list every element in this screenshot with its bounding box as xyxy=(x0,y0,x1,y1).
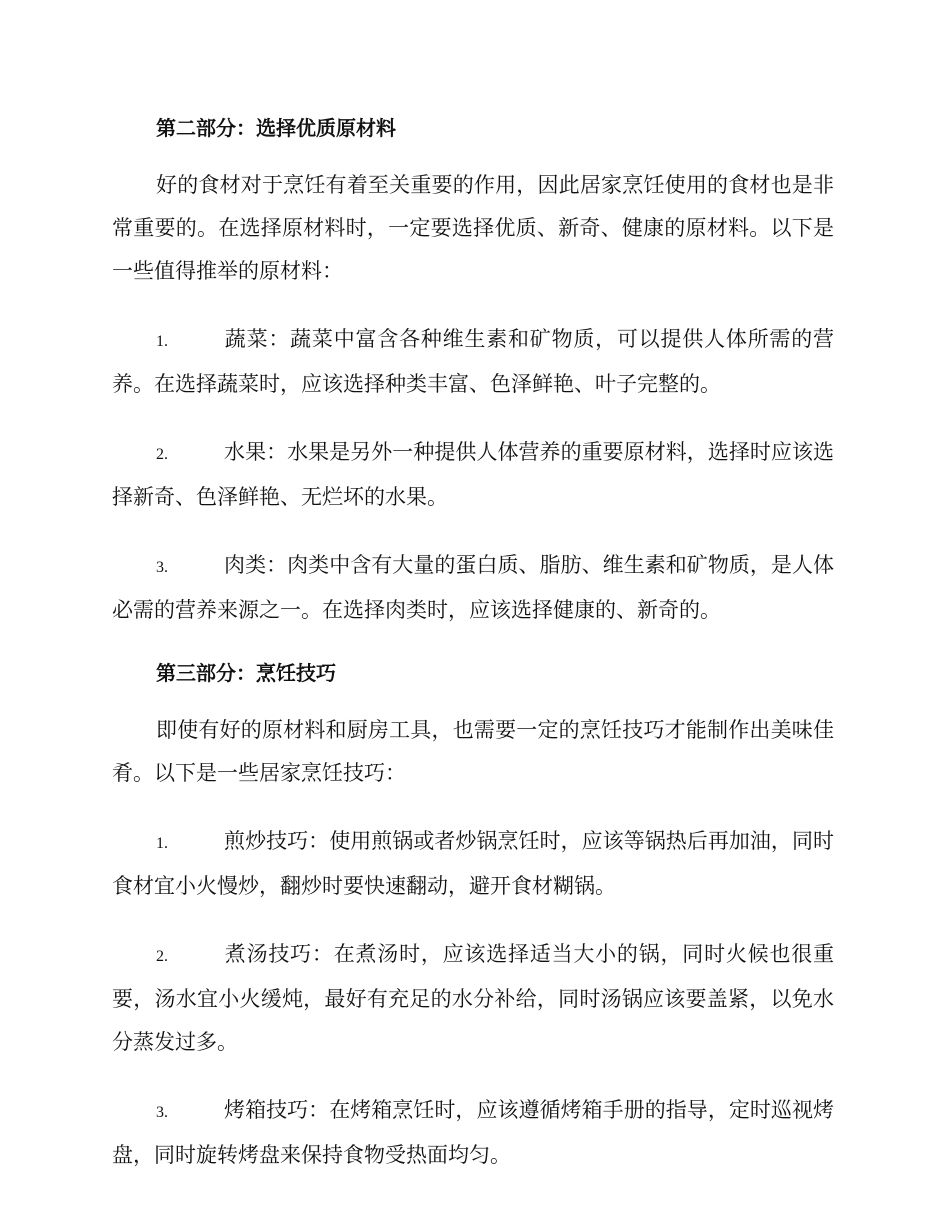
section-3-item-1 xyxy=(112,820,834,908)
list-number: 1. xyxy=(156,835,168,852)
document-page xyxy=(112,112,834,1177)
list-item-text: 肉类：肉类中含有大量的蛋白质、脂肪、维生素和矿物质，是人体必需的营养来源之一。在选择肉类时，应该选择健康的、新奇的。 xyxy=(112,553,834,622)
section-2-heading: 第二部分：选择优质原材料 xyxy=(156,116,396,140)
list-number: 2. xyxy=(156,948,168,965)
section-3-heading: 第三部分：烹饪技巧 xyxy=(156,661,336,685)
list-number: 1. xyxy=(156,333,168,350)
list-item-text: 蔬菜：蔬菜中富含各种维生素和矿物质，可以提供人体所需的营养。在选择蔬菜时，应该选择种类丰富、色泽鲜艳、叶子完整的。 xyxy=(112,327,834,396)
list-item-text: 煮汤技巧：在煮汤时，应该选择适当大小的锅，同时火候也很重要，汤水宜小火缓炖，最好有充足的水分补给，同时汤锅应该要盖紧，以免水分蒸发过多。 xyxy=(112,942,834,1054)
list-number: 3. xyxy=(156,559,168,576)
section-2-item-1 xyxy=(112,318,834,406)
list-item-text: 烤箱技巧：在烤箱烹饪时，应该遵循烤箱手册的指导，定时巡视烤盘，同时旋转烤盘来保持食物受热面均匀。 xyxy=(112,1098,834,1167)
section-3-item-3 xyxy=(112,1089,834,1177)
list-item-text: 煎炒技巧：使用煎锅或者炒锅烹饪时，应该等锅热后再加油，同时食材宜小火慢炒，翻炒时要快速翻动，避开食材糊锅。 xyxy=(112,829,834,898)
list-number: 3. xyxy=(156,1104,168,1121)
section-2-item-2 xyxy=(112,431,834,519)
list-item-text: 水果：水果是另外一种提供人体营养的重要原材料，选择时应该选择新奇、色泽鲜艳、无烂坏的水果。 xyxy=(112,440,834,509)
section-3-intro: 即使有好的原材料和厨房工具，也需要一定的烹饪技巧才能制作出美味佳肴。以下是一些居家烹饪技巧： xyxy=(112,718,834,785)
section-2-intro: 好的食材对于烹饪有着至关重要的作用，因此居家烹饪使用的食材也是非常重要的。在选择原材料时，一定要选择优质、新奇、健康的原材料。以下是一些值得推举的原材料： xyxy=(112,173,834,283)
section-3-item-2 xyxy=(112,933,834,1064)
list-number: 2. xyxy=(156,446,168,463)
section-2-item-3 xyxy=(112,544,834,632)
